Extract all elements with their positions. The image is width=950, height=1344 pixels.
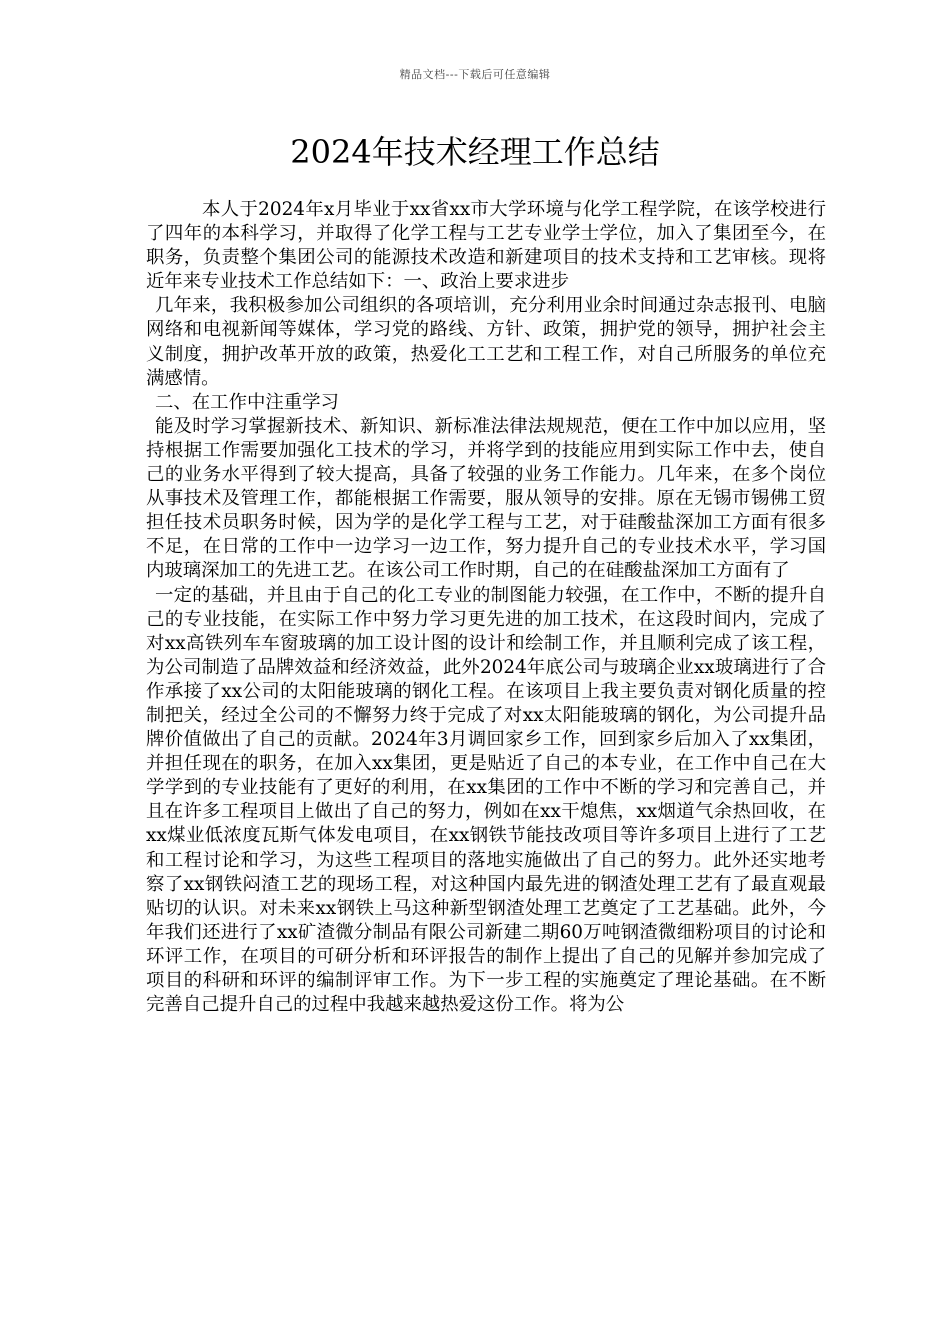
paragraph-intro: 本人于2024年x月毕业于xx省xx市大学环境与化学工程学院，在该学校进行了四年的本科学习，并取得了化学工程与工艺专业学士学位，加入了集团至今，在职务，负责整个集团公司的能源技术改造和新建项目的技术支持和工艺审核。现将近年来专业技术工作总结如下：一、政治上要求进步 xyxy=(146,199,826,293)
paragraph-politics: 几年来，我积极参加公司组织的各项培训，充分利用业余时间通过杂志报刊、电脑网络和电视新闻等媒体，学习党的路线、方针、政策，拥护党的领导，拥护社会主义制度，拥护改革开放的政策，热爱化工工艺和工程工作，对自己所服务的单位充满感情。 xyxy=(146,295,826,389)
section-heading-learning: 二、在工作中注重学习 xyxy=(155,391,339,413)
header-note: 精品文档---下载后可任意编辑 xyxy=(399,68,551,81)
paragraph-learning: 能及时学习掌握新技术、新知识、新标准法律法规规范，便在工作中加以应用，坚持根据工作需要加强化工技术的学习，并将学到的技能应用到实际工作中去，使自己的业务水平得到了较大提高，具备了较强的业务工作能力。几年来，在多个岗位从事技术及管理工作，都能根据工作需要，服从领导的安排。原在无锡市锡佛工贸担任技术员职务时候，因为学的是化学工程与工艺，对于硅酸盐深加工方面有很多不足，在日常的工作中一边学习一边工作，努力提升自己的专业技术水平，学习国内玻璃深加工的先进工艺。在该公司工作时期，自己的在硅酸盐深加工方面有了 xyxy=(146,415,826,582)
paragraph-projects: 一定的基础，并且由于自己的化工专业的制图能力较强，在工作中，不断的提升自己的专业技能，在实际工作中努力学习更先进的加工技术，在这段时间内，完成了对xx高铁列车车窗玻璃的加工设计图的设计和绘制工作，并且顺利完成了该工程，为公司制造了品牌效益和经济效益，此外2024年底公司与玻璃企业xx玻璃进行了合作承接了xx公司的太阳能玻璃的钢化工程。在该项目上我主要负责对钢化质量的控制把关，经过全公司的不懈努力终于完成了对xx太阳能玻璃的钢化，为公司提升品牌价值做出了自己的贡献。2024年3月调回家乡工作，回到家乡后加入了xx集团，并担任现在的职务，在加入xx集团，更是贴近了自己的本专业，在工作中自己在大学学到的专业技能有了更好的利用，在xx集团的工作中不断的学习和完善自己，并且在许多工程项目上做出了自己的努力，例如在xx干熄焦，xx烟道气余热回收，在xx煤业低浓度瓦斯气体发电项目，在xx钢铁节能技改项目等许多项目上进行了工艺和工程讨论和学习，为这些工程项目的落地实施做出了自己的努力。此外还实地考察了xx钢铁闷渣工艺的现场工程，对这种国内最先进的钢渣处理工艺有了最直观最贴切的认识。对未来xx钢铁上马这种新型钢渣处理工艺奠定了工艺基础。此外，今年我们还进行了xx矿渣微分制品有限公司新建二期60万吨钢渣微细粉项目的讨论和环评工作，在项目的可研分析和环评报告的制作上提出了自己的见解并参加完成了项目的科研和环评的编制评审工作。为下一步工程的实施奠定了理论基础。在不断完善自己提升自己的过程中我越来越热爱这份工作。将为公 xyxy=(146,584,826,1016)
document-body xyxy=(146,198,826,1017)
document-title: 2024年技术经理工作总结 xyxy=(290,133,660,171)
